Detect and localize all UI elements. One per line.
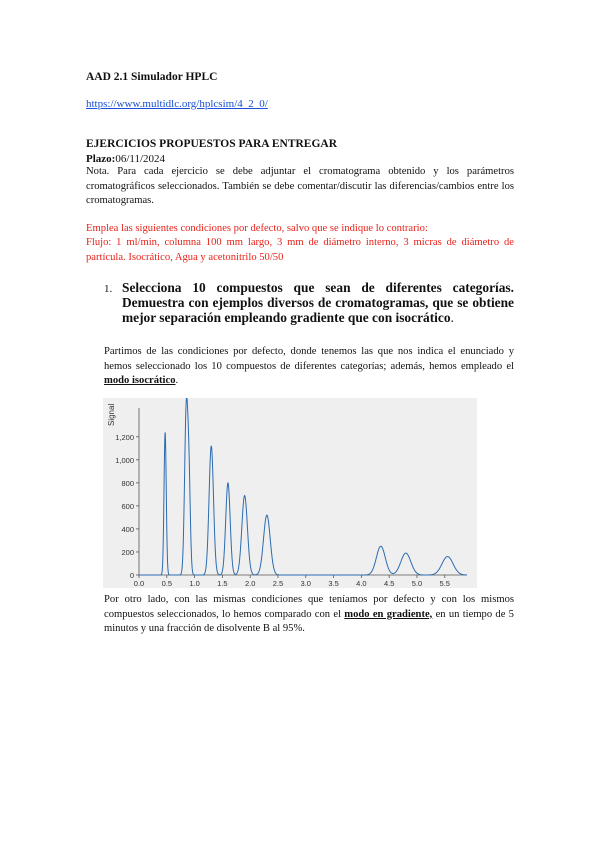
- x-tick-label: 5.0: [411, 579, 423, 588]
- chromatogram-svg: [103, 398, 477, 588]
- x-tick-label: 3.5: [328, 579, 339, 588]
- deadline-value: 06/11/2024: [115, 153, 166, 165]
- x-tick-label: 4.5: [383, 579, 395, 588]
- x-tick-label: 4.0: [356, 579, 367, 588]
- answer-p1-emphasis: modo isocrático: [104, 375, 176, 386]
- x-tick-label: 0.5: [161, 579, 173, 588]
- answer-p2-emphasis: modo en gradiente,: [344, 608, 433, 620]
- answer-paragraph-2: [104, 593, 514, 637]
- answer-p1-text: Partimos de las condiciones por defecto, donde tenemos las que nos indica el enunciado y hemos seleccionado los 10 compuestos de diferentes categorías; además, hemos empleado el: [104, 346, 514, 372]
- chromatogram-chart: [103, 398, 477, 588]
- exercise-statement: [122, 280, 514, 325]
- x-tick-label: 1.5: [217, 579, 228, 588]
- deadline-label: Plazo:: [86, 153, 116, 165]
- y-tick-label: 0: [129, 571, 134, 580]
- answer-p2-text: Por otro lado, con las mismas condiciones que teníamos por defecto y con los mismos compuestos seleccionados, lo hemos comparado con el: [104, 594, 514, 620]
- y-tick-label: 800: [121, 478, 134, 488]
- exercise-number: 1.: [104, 283, 113, 295]
- y-axis: [115, 408, 139, 580]
- note-paragraph: Nota. Para cada ejercicio se debe adjuntar el cromatograma obtenido y los parámetros cromatográficos seleccionados. También se debe comentar/discutir las diferencias/cambios entre los cromatogramas.: [86, 166, 514, 206]
- x-tick-label: 2.0: [244, 579, 256, 588]
- x-tick-label: 2.5: [272, 579, 284, 588]
- y-tick-label: 1,000: [115, 455, 134, 465]
- y-tick-label: 600: [121, 501, 134, 511]
- answer-paragraph-1: [104, 345, 514, 389]
- exercise-statement-end: .: [450, 310, 454, 325]
- document-title: AAD 2.1 Simulador HPLC: [86, 71, 218, 83]
- simulator-link[interactable]: https://www.multidlc.org/hplcsim/4_2_0/: [86, 98, 268, 110]
- section-heading: EJERCICIOS PROPUESTOS PARA ENTREGAR: [86, 138, 338, 150]
- deadline: [86, 153, 165, 165]
- conditions-intro: Emplea las siguientes condiciones por defecto, salvo que se indique lo contrario:: [86, 223, 428, 234]
- x-tick-label: 3.0: [300, 579, 311, 588]
- x-axis: [134, 575, 467, 588]
- x-tick-label: 1.0: [189, 579, 200, 588]
- conditions-paragraph: Flujo: 1 ml/min, columna 100 mm largo, 3 mm de diámetro interno, 3 micras de diámetro de partícula. Isocrático, Agua y acetonitrilo 50/50: [86, 237, 514, 263]
- y-axis-label: Signal: [107, 403, 116, 426]
- answer-p1-end: .: [175, 375, 179, 386]
- exercise-statement-text: Selecciona 10 compuestos que sean de diferentes categorías. Demuestra con ejemplos diversos de cromatogramas, que se obtiene mejor separación empleando gradiente que con isocrático: [122, 280, 514, 325]
- chromatogram-trace: [139, 398, 467, 575]
- y-tick-label: 400: [121, 524, 134, 534]
- x-tick-label: 5.5: [439, 579, 450, 588]
- y-tick-label: 1,200: [115, 432, 134, 442]
- x-tick-label: 0.0: [133, 579, 145, 588]
- answer-p2-end: en un tiempo de 5 minutos y una fracción de disolvente B al 95%.: [104, 608, 514, 634]
- y-tick-label: 200: [121, 547, 134, 557]
